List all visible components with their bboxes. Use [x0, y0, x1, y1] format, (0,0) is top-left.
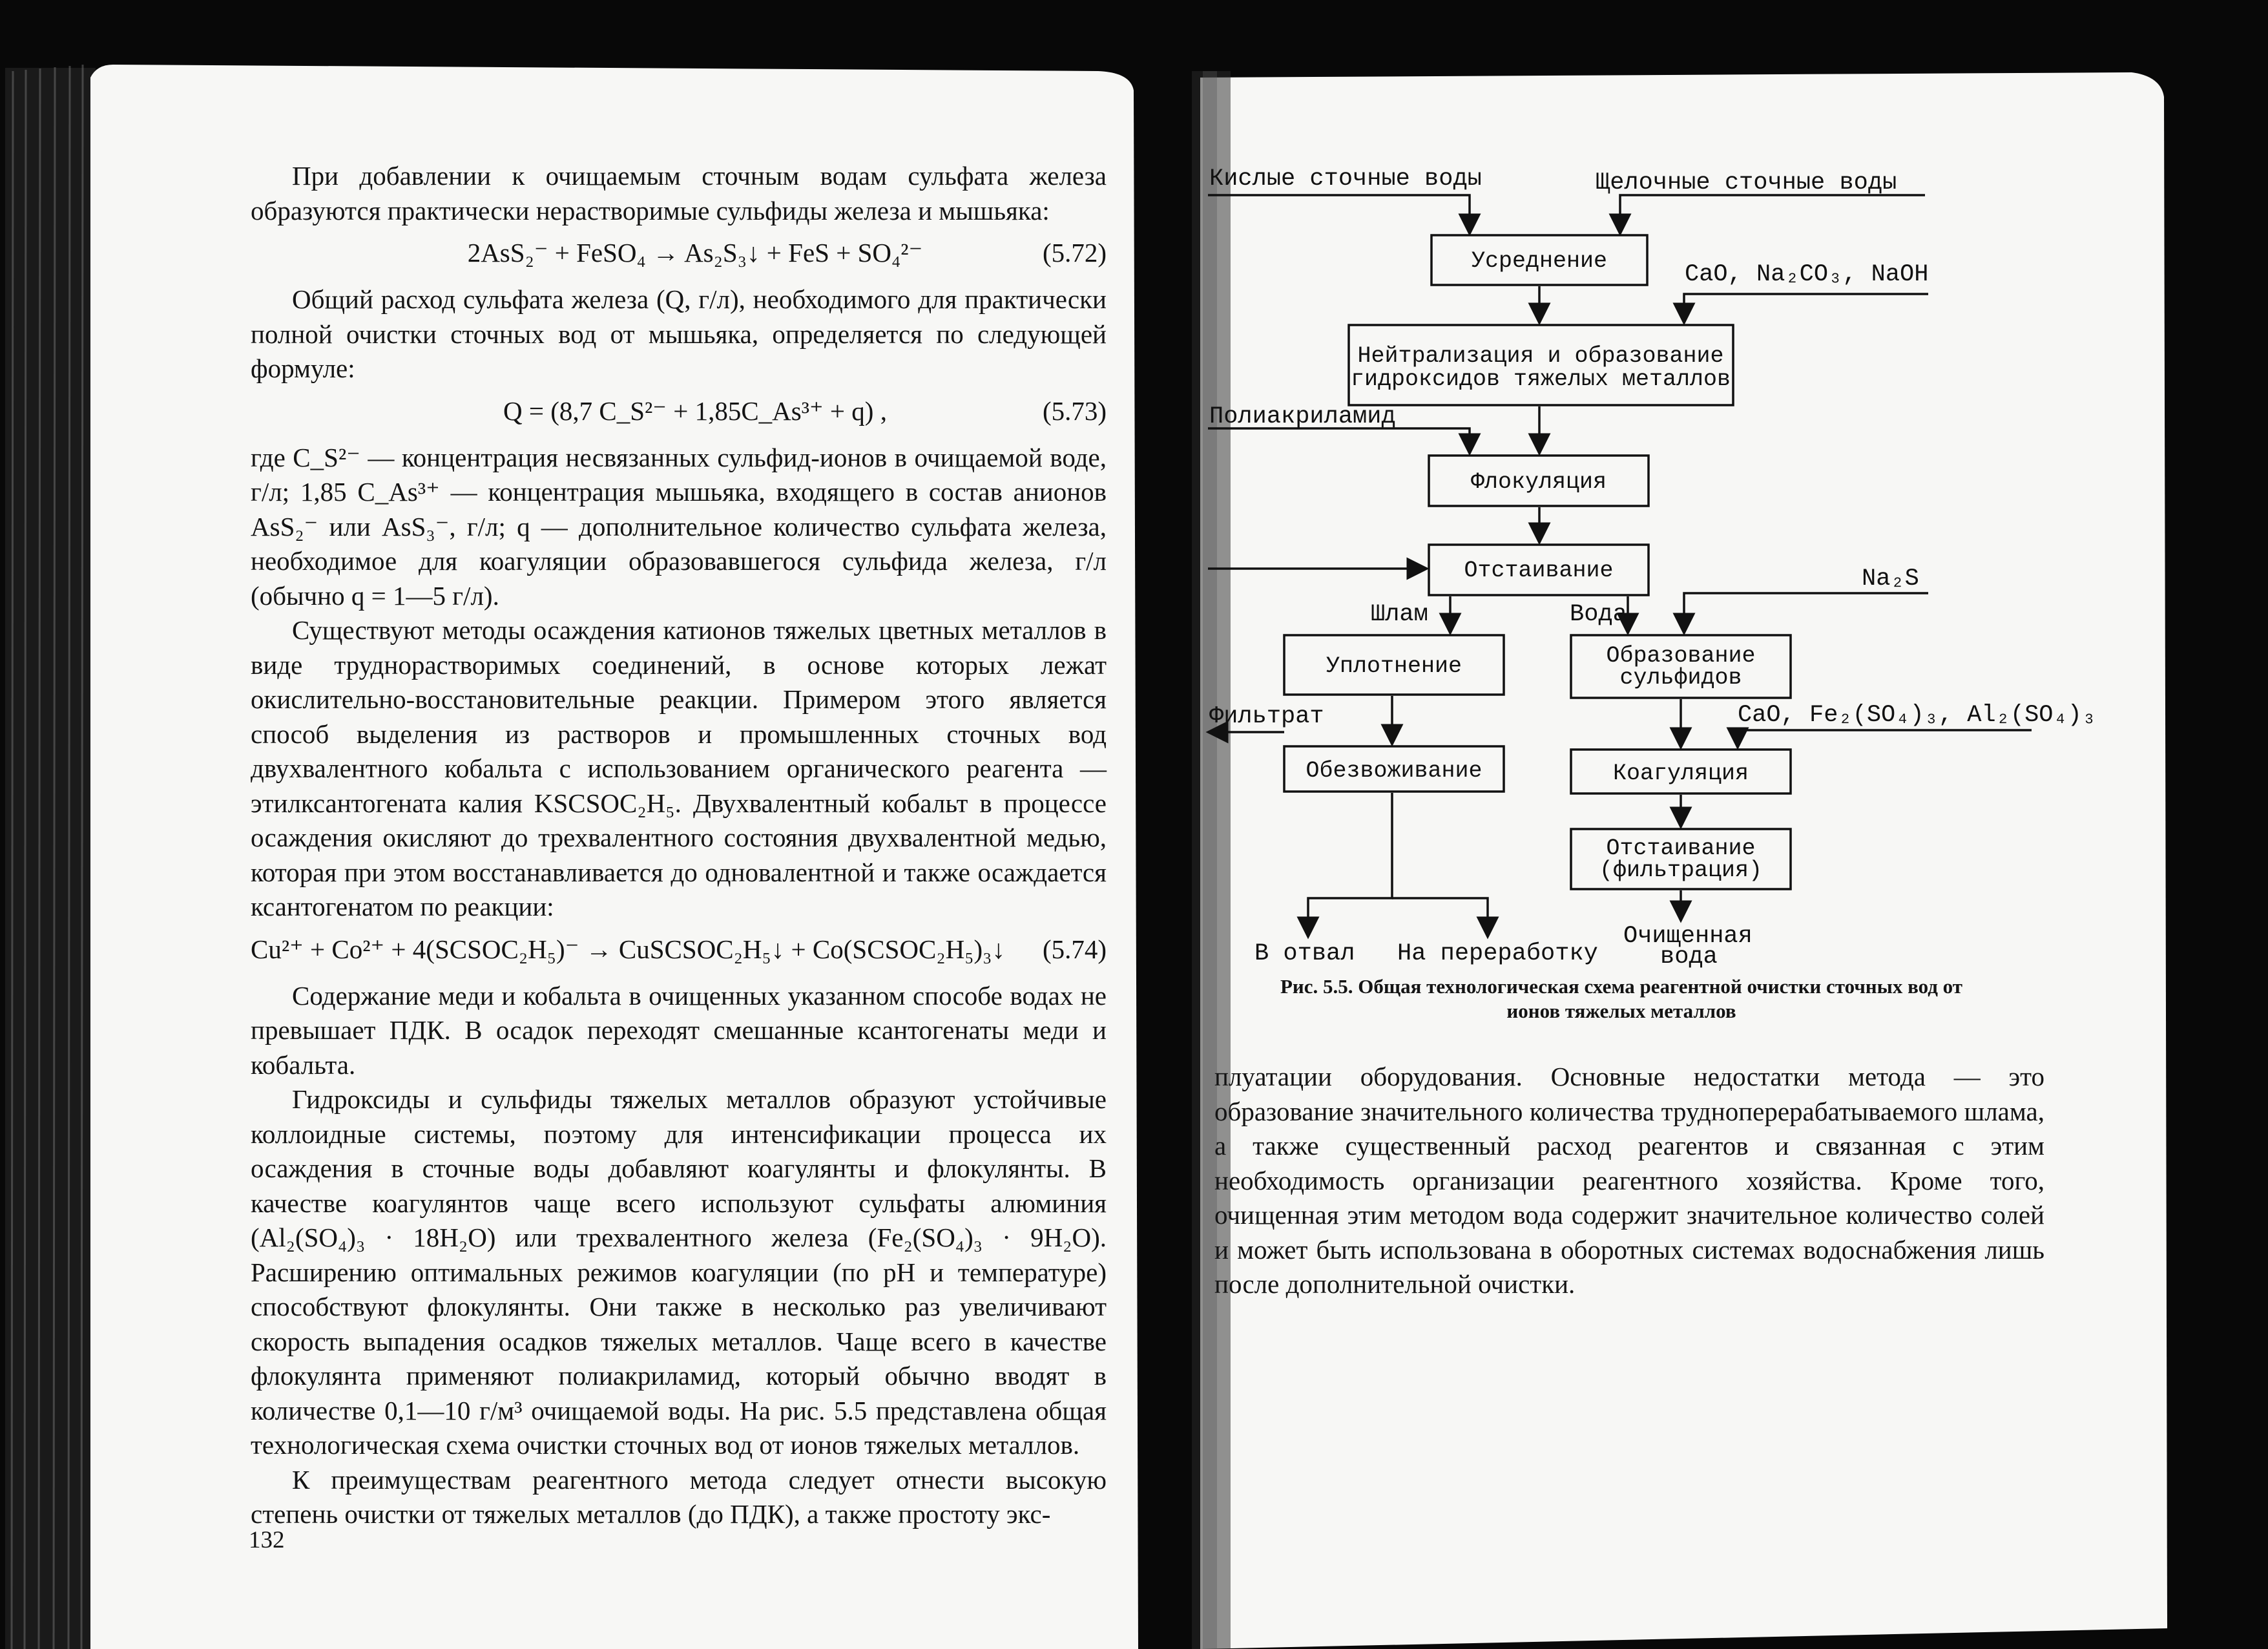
caption-line-1: Рис. 5.5. Общая технологическая схема реагентной очистки сточных вод от: [1280, 975, 1962, 998]
box-compaction-label: Уплотнение: [1326, 653, 1462, 679]
line-to-processing: [1392, 898, 1488, 937]
line-na2s: [1684, 593, 1928, 633]
box-sulfide-label-1: Образование: [1606, 643, 1756, 669]
label-alkaline: Щелочные сточные воды: [1596, 169, 1897, 196]
label-polyacrylamide: Полиакриламид: [1209, 403, 1396, 430]
line-polyacrylamide: [1208, 428, 1470, 454]
paragraph: Существуют методы осаждения катионов тяжелых цветных металлов в виде труднорастворимых соединений, в основе которых лежат окислительно-восстановительные реакции. Примером этого является способ выделения из растворов и промышленных сточных вод двухвалентного кобальта с использованием органического реагента — этилксантогената калия KSCSOC₂H₅. Двухвалентный кобальт в процессе осаждения окисляют до трехвалентного состояния двухвалентной медью, которая при этом восстанавливается до одновалентной и также осаждается ксантогенатом по реакции:: [251, 615, 1107, 921]
paragraph: Гидроксиды и сульфиды тяжелых металлов образуют устойчивые коллоидные системы, поэтому для интенсификации процесса их осаждения в сточные воды добавляют коагулянты и флокулянты. В качестве коагулянтов чаще всего используют сульфаты алюминия (Al₂(SO₄)₃ · 18H₂O) или трехвалентного железа (Fe₂(SO₄)₃ · 9H₂O). Расширению оптимальных режимов коагуляции (по pH и температуре) способствуют флокулянты. Они также в несколько раз увеличивают скорость выпадения осадков тяжелых металлов. Чаще всего в качестве флокулянта применяют полиакриламид, который обычно вводят в количестве 0,1—10 г/м³ очищаемой воды. На рис. 5.5 представлена общая технологическая схема очистки сточных вод от ионов тяжелых металлов.: [251, 1084, 1107, 1460]
caption-line-2: ионов тяжелых металлов: [1506, 1000, 1736, 1022]
page-number: 132: [249, 1527, 285, 1553]
equation-5-73: [251, 394, 1107, 433]
equation-body: 2AsS₂⁻ + FeSO₄ → As₂S₃↓ + FeS + SO₄²⁻: [467, 238, 923, 268]
box-dewatering-label: Обезвоживание: [1306, 758, 1483, 784]
label-purified-1: Очищенная: [1623, 923, 1753, 950]
line-reagents-neutral: [1684, 294, 1928, 323]
box-settling2-label-1: Отстаивание: [1606, 835, 1756, 861]
label-coag-reagents: CaO, Fe₂(SO₄)₃, Al₂(SO₄)₃: [1738, 702, 2097, 729]
line-coag-reagents: [1738, 730, 2032, 748]
equation-number: (5.72): [1042, 238, 1107, 268]
box-coagulation-label: Коагуляция: [1612, 761, 1749, 786]
equation-number: (5.73): [1042, 395, 1107, 426]
paragraph: Содержание меди и кобальта в очищенных указанном способе водах не превышает ПДК. В осадок переходят смешанные ксантогенаты меди и кобальта.: [251, 980, 1107, 1080]
equation-5-72: [251, 236, 1107, 275]
paragraph: При добавлении к очищаемым сточным водам сульфата железа образуются практически нерастворимые сульфиды железа и мышьяка:: [251, 161, 1107, 226]
box-flocculation-label: Флокуляция: [1470, 469, 1607, 495]
figure-caption: [1208, 974, 2035, 1024]
label-filtrate: Фильтрат: [1209, 703, 1324, 730]
line-alkaline: [1620, 195, 1925, 234]
paragraph: плуатации оборудования. Основные недостатки метода — это образование значительного количества трудноперерабатываемого шлама, а также существенный расход реагентов и связанная с этим необходимость организации реагентного хозяйства. Кроме того, очищенная этим методом вода содержит значительное количество солей и может быть использована в оборотных системах водоснабжения лишь после дополнительной очистки.: [1214, 1062, 2044, 1299]
box-neutralization-label-1: Нейтрализация и образование: [1357, 343, 1724, 369]
equation-5-74: [251, 932, 1107, 971]
line-to-dump: [1308, 793, 1392, 937]
equation-body: Cu²⁺ + Co²⁺ + 4(SCSOC₂H₅)⁻ → CuSCSOC₂H₅↓ + Co(SCSOC₂H₅)₃↓: [251, 934, 1005, 964]
label-acidic: Кислые сточные воды: [1209, 165, 1482, 193]
paragraph: Общий расход сульфата железа (Q, г/л), необходимого для практически полной очистки сточных вод от мышьяка, определяется по следующей формуле:: [251, 284, 1107, 383]
right-page-text: [1214, 1060, 2044, 1302]
left-page-text: [251, 159, 1107, 1532]
equation-number: (5.74): [1042, 934, 1107, 964]
box-neutralization-label-2: гидроксидов тяжелых металлов: [1350, 366, 1731, 392]
equation-body: Q = (8,7 C_S²⁻ + 1,85C_As³⁺ + q) ,: [503, 395, 887, 426]
box-sulfide-label-2: сульфидов: [1619, 665, 1742, 691]
label-to-dump: В отвал: [1254, 940, 1355, 967]
label-purified-2: вода: [1660, 943, 1718, 971]
label-reagents-neutral: CaO, Na₂CO₃, NaOH: [1685, 261, 1929, 288]
line-acidic: [1208, 195, 1470, 234]
box-settling2-label-2: (фильтрация): [1599, 857, 1763, 883]
label-to-processing: На переработку: [1397, 940, 1598, 967]
label-na2s: Na₂S: [1862, 565, 1919, 593]
paragraph: где C_S²⁻ — концентрация несвязанных сульфид-ионов в очищаемой воде, г/л; 1,85 C_As³⁺ — концентрация мышьяка, входящего в состав анионов AsS₂⁻ или AsS₃⁻, г/л; q — дополнительное количество сульфата железа, необходимое для коагуляции образовавшегося сульфида железа, г/л (обычно q = 1—5 г/л).: [251, 442, 1107, 611]
paragraph: К преимуществам реагентного метода следует отнести высокую степень очистки от тяжелых металлов (до ПДК), а также простоту экс-: [251, 1464, 1107, 1529]
label-sludge: Шлам: [1371, 601, 1428, 628]
label-water: Вода: [1570, 601, 1627, 628]
flow-diagram: [1202, 155, 2097, 971]
box-usrednenie-label: Усреднение: [1471, 248, 1608, 274]
box-settling-label: Отстаивание: [1464, 558, 1614, 583]
